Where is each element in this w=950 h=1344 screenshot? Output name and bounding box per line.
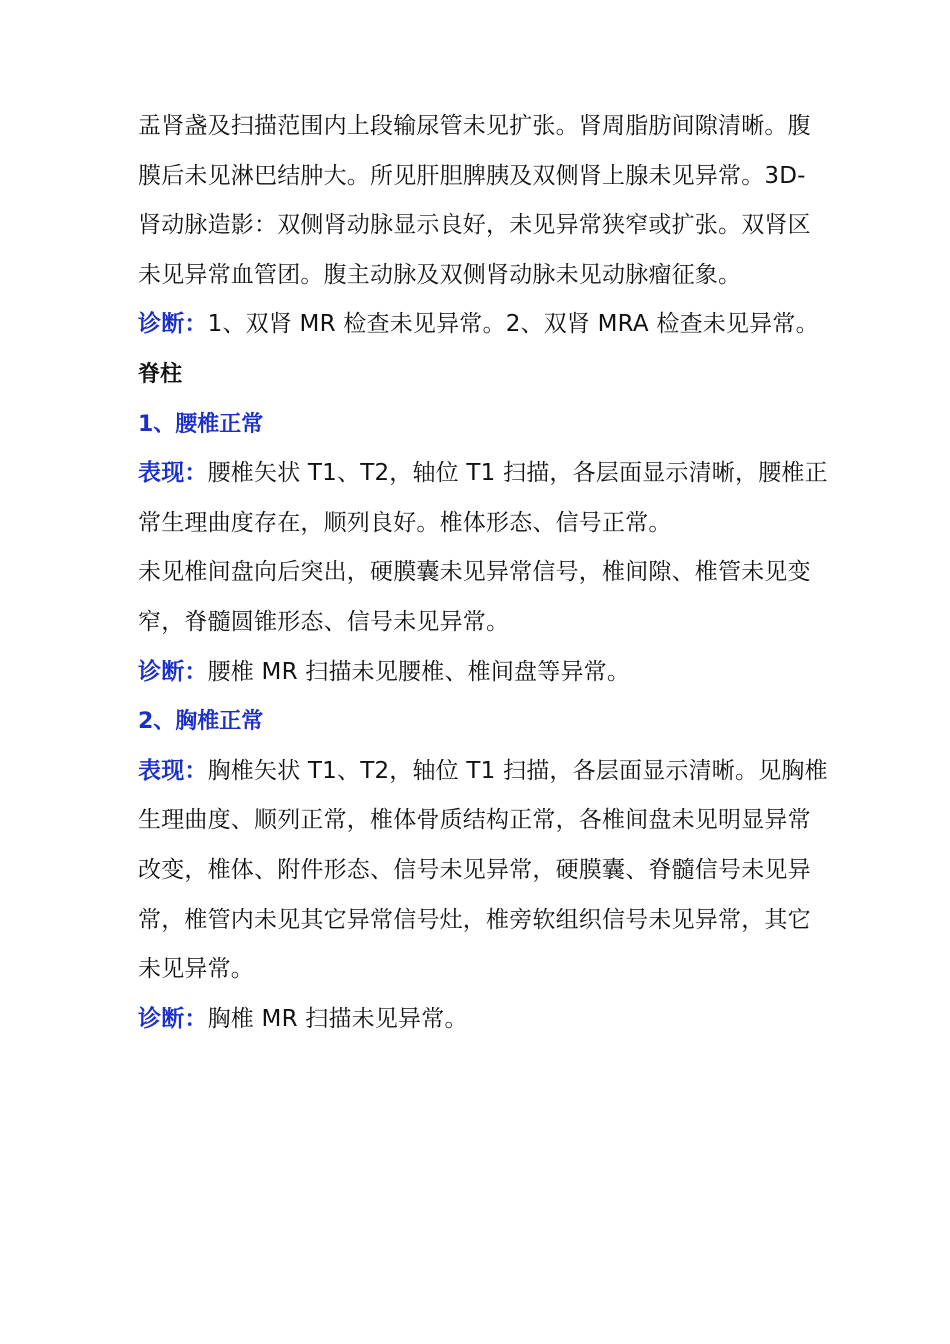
thoracic-diagnosis-paragraph xyxy=(138,995,828,1045)
kidney-diagnosis-paragraph xyxy=(138,300,828,350)
diagnosis-label: 诊断： xyxy=(138,311,208,338)
document-page xyxy=(138,102,828,1044)
findings-label: 表现： xyxy=(138,460,208,487)
diagnosis-text: 1、双肾 MR 检查未见异常。2、双肾 MRA 检查未见异常。 xyxy=(207,311,819,338)
diagnosis-label: 诊断： xyxy=(138,1005,208,1032)
lumbar-title: 1、腰椎正常 xyxy=(138,411,264,437)
lumbar-diagnosis-paragraph xyxy=(138,648,828,698)
diagnosis-text: 胸椎 MR 扫描未见异常。 xyxy=(207,1005,468,1032)
thoracic-title: 2、胸椎正常 xyxy=(138,709,264,735)
findings-text: 胸椎矢状 T1、T2，轴位 T1 扫描，各层面显示清晰。见胸椎生理曲度、顺列正常，椎体骨质结构正常，各椎间盘未见明显异常改变，椎体、附件形态、信号未见异常，硬膜囊、脊髓信号未见异常，椎管内未见其它异常信号灶，椎旁软组织信号未见异常，其它未见异常。 xyxy=(138,757,828,983)
lumbar-findings-paragraph-2: 未见椎间盘向后突出，硬膜囊未见异常信号，椎间隙、椎管未见变窄，脊髓圆锥形态、信号未见异常。 xyxy=(138,559,811,635)
diagnosis-text: 腰椎 MR 扫描未见腰椎、椎间盘等异常。 xyxy=(207,658,631,685)
thoracic-findings-paragraph xyxy=(138,747,828,995)
findings-text: 腰椎矢状 T1、T2，轴位 T1 扫描，各层面显示清晰，腰椎正常生理曲度存在，顺列良好。椎体形态、信号正常。 xyxy=(138,460,828,536)
diagnosis-label: 诊断： xyxy=(138,658,208,685)
spine-section-title: 脊柱 xyxy=(138,361,183,387)
kidney-findings-paragraph: 盂肾盏及扫描范围内上段输尿管未见扩张。肾周脂肪间隙清晰。腹膜后未见淋巴结肿大。所见肝胆脾胰及双侧肾上腺未见异常。3D-肾动脉造影：双侧肾动脉显示良好，未见异常狭窄或扩张。双肾区未见异常血管团。腹主动脉及双侧肾动脉未见动脉瘤征象。 xyxy=(138,113,811,288)
findings-label: 表现： xyxy=(138,757,208,784)
lumbar-findings-paragraph xyxy=(138,449,828,548)
